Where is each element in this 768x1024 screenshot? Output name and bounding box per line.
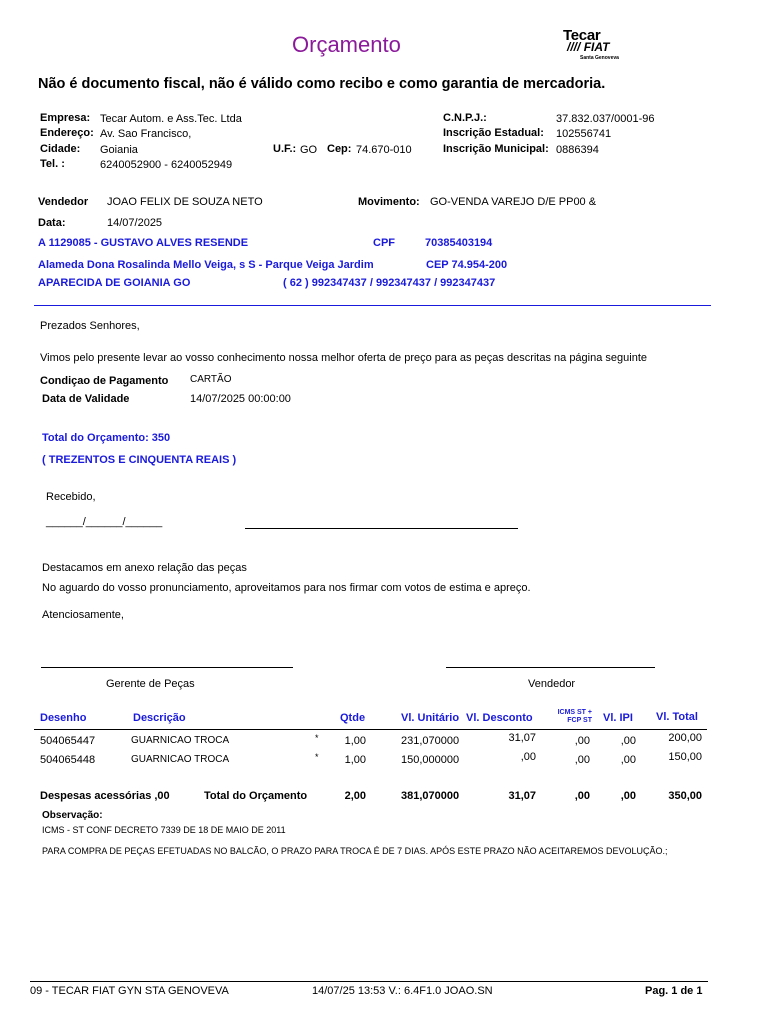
cpf-label: CPF [373,237,395,249]
footer-center: 14/07/25 13:53 V.: 6.4F1.0 JOAO.SN [312,985,493,997]
section-divider [34,305,711,306]
endereco-label: Endereço: [40,127,94,139]
endereco-value: Av. Sao Francisco, [100,128,192,140]
customer-phones: ( 62 ) 992347437 / 992347437 / 992347437 [283,277,496,289]
date-blank: ______/______/______ [46,516,163,528]
obs-line1: ICMS - ST CONF DECRETO 7339 DE 18 DE MAIO DE 2011 [42,825,286,835]
cell-desconto: ,00 [520,751,536,763]
th-icms-line1: ICMS ST + [557,709,592,716]
footer-left: 09 - TECAR FIAT GYN STA GENOVEVA [30,985,229,997]
data-label: Data: [38,217,66,229]
cell-desconto: 31,07 [508,732,536,744]
total-line: Total do Orçamento: 350 [42,432,171,444]
empresa-value: Tecar Autom. e Ass.Tec. Ltda [100,113,242,125]
cell-total: 150,00 [668,751,702,763]
totals-label: Total do Orçamento [204,790,308,802]
recebido-text: Recebido, [46,491,96,503]
cell-icms: ,00 [574,735,590,747]
obs-label: Observação: [42,810,103,821]
th-total: Vl. Total [656,711,698,723]
sig-vendedor-label: Vendedor [528,678,576,690]
tel-value: 6240052900 - 6240052949 [100,159,233,171]
empresa-label: Empresa: [40,112,91,124]
customer-cep: CEP 74.954-200 [426,259,508,271]
th-desenho: Desenho [40,712,87,724]
despesas-text: Despesas acessórias ,00 [40,790,170,802]
condicao-value: CARTÃO [190,374,232,385]
cell-qtde: 1,00 [344,754,366,766]
obs-line2: PARA COMPRA DE PEÇAS EFETUADAS NO BALCÃO, O PRAZO PARA TROCA É DE 7 DIAS. APÓS ESTE PRAZO NÃO ACEITAREMOS DEVOLUÇÃO.; [42,846,668,856]
cell-unitario: 231,070000 [401,735,460,747]
cell-descricao: GUARNICAO TROCA [131,754,230,765]
cnpj-value: 37.832.037/0001-96 [556,113,655,125]
cell-descricao: GUARNICAO TROCA [131,735,230,746]
im-label: Inscrição Municipal: [443,143,549,155]
cep-value: 74.670-010 [356,144,412,156]
th-unitario: Vl. Unitário [401,712,460,724]
logo-fiat: FIAT [583,40,610,54]
cell-mark: * [315,733,319,743]
signature-line-gerente [41,667,293,668]
th-desconto: Vl. Desconto [466,712,533,724]
cnpj-label: C.N.P.J.: [443,112,487,124]
page-title: Orçamento [292,32,401,57]
signature-line-recebido [245,528,518,529]
cell-ipi: ,00 [620,735,636,747]
signature-line-vendedor [446,667,655,668]
logo-stripes-icon: //// [567,40,581,54]
fiscal-notice: Não é documento fiscal, não é válido como recibo e como garantia de mercadoria. [38,76,606,92]
totals-total: 350,00 [668,790,702,802]
th-icms-line2: FCP ST [567,717,592,724]
cell-mark: * [315,752,319,762]
brand-logo-small: Santa Genoveva [580,55,619,61]
cell-desenho: 504065447 [40,735,96,747]
totals-qtde: 2,00 [344,790,366,802]
im-value: 0886394 [556,144,599,156]
uf-value: GO [300,144,318,156]
cep-label: Cep: [327,143,352,155]
closing-text: No aguardo do vosso pronunciamento, aproveitamos para nos firmar com votos de estima e apreço. [42,582,531,594]
regards-text: Atenciosamente, [42,609,124,621]
greeting: Prezados Senhores, [40,320,140,332]
cpf-value: 70385403194 [425,237,493,249]
cidade-value: Goiania [100,144,138,156]
uf-label: U.F.: [273,143,297,155]
condicao-label: Condiçao de Pagamento [40,375,169,387]
cell-ipi: ,00 [620,754,636,766]
customer-city: APARECIDA DE GOIANIA GO [38,277,191,289]
totals-desconto: 31,07 [508,790,536,802]
table-header-divider [34,729,707,730]
th-qtde: Qtde [340,712,366,724]
cidade-label: Cidade: [40,143,81,155]
cell-qtde: 1,00 [344,735,366,747]
validade-value: 14/07/2025 00:00:00 [190,393,291,405]
totals-icms: ,00 [574,790,590,802]
data-value: 14/07/2025 [107,217,163,229]
cell-desenho: 504065448 [40,754,96,766]
sig-gerente-label: Gerente de Peças [106,678,195,690]
total-words: ( TREZENTOS E CINQUENTA REAIS ) [42,454,237,466]
movimento-label: Movimento: [358,196,420,208]
cell-total: 200,00 [668,732,702,744]
footer-page: Pag. 1 de 1 [645,985,703,997]
vendedor-label: Vendedor [38,196,89,208]
brand-logo-sub [567,40,609,54]
footer-divider [30,981,708,982]
th-icms [548,709,592,725]
ie-value: 102556741 [556,128,612,140]
customer-name: A 1129085 - GUSTAVO ALVES RESENDE [38,237,249,249]
ie-label: Inscrição Estadual: [443,127,544,139]
cell-icms: ,00 [574,754,590,766]
annex-text: Destacamos em anexo relação das peças [42,562,247,574]
totals-unitario: 381,070000 [401,790,460,802]
movimento-value: GO-VENDA VAREJO D/E PP00 & [430,196,597,208]
th-ipi: Vl. IPI [603,712,633,724]
tel-label: Tel. : [40,158,65,170]
vendedor-value: JOAO FELIX DE SOUZA NETO [107,196,263,208]
totals-ipi: ,00 [620,790,636,802]
customer-address: Alameda Dona Rosalinda Mello Veiga, s S - Parque Veiga Jardim [38,259,374,271]
intro-text: Vimos pelo presente levar ao vosso conhecimento nossa melhor oferta de preço para as peças descritas na página seguinte [40,352,647,364]
cell-unitario: 150,000000 [401,754,460,766]
validade-label: Data de Validade [42,393,130,405]
th-descricao: Descrição [133,712,186,724]
brand-logo-text: Tecar [563,27,601,44]
